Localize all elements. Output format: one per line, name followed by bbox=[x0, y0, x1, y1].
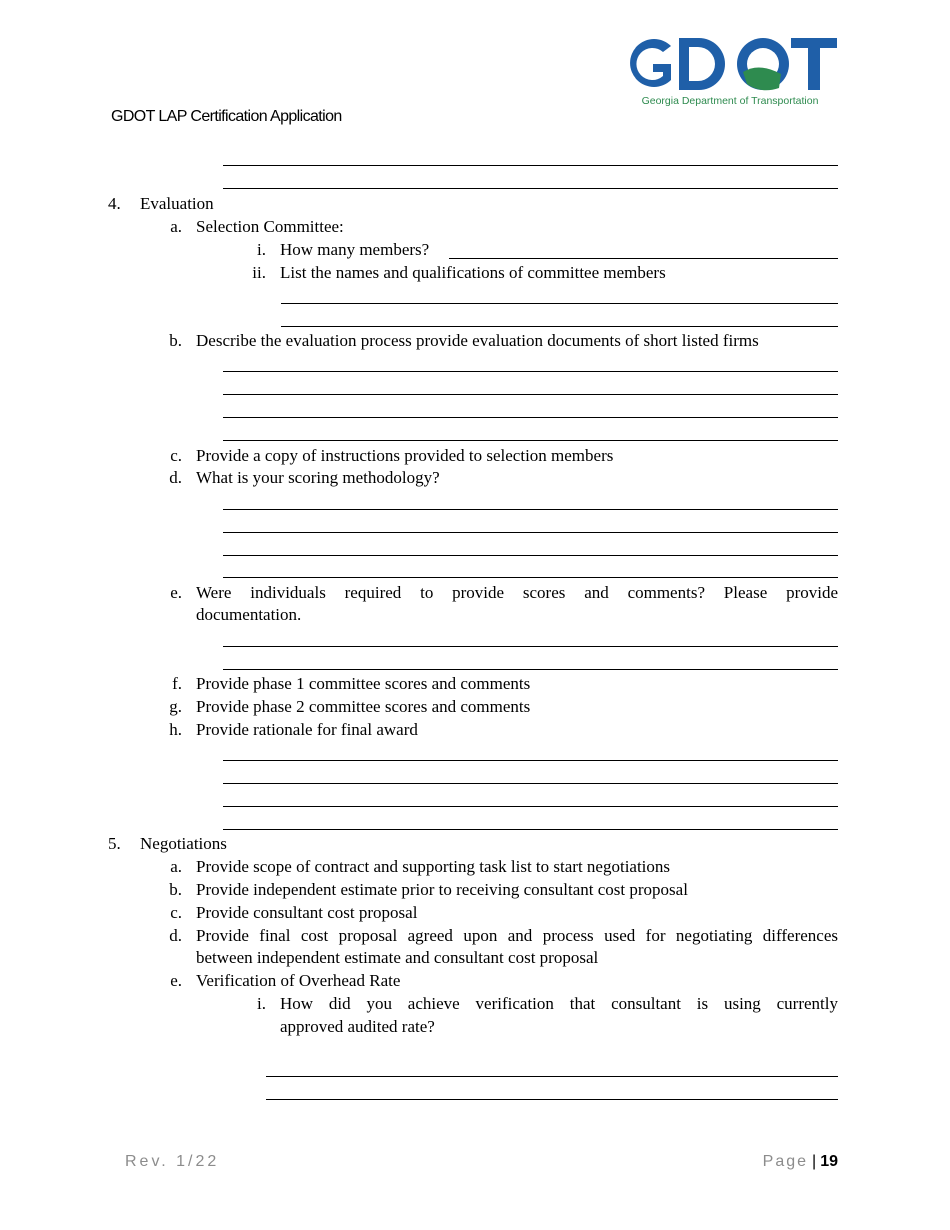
revision-label: Rev. 1/22 bbox=[125, 1153, 220, 1170]
item-text: Were individuals required to provide scores and comments? Please provide bbox=[196, 583, 838, 602]
item-marker: a. bbox=[170, 217, 182, 236]
page-label: Page bbox=[762, 1153, 809, 1170]
answer-line[interactable] bbox=[223, 440, 838, 441]
section-title: Negotiations bbox=[140, 834, 227, 853]
item-text: Provide independent estimate prior to receiving consultant cost proposal bbox=[196, 880, 688, 899]
answer-line[interactable] bbox=[223, 532, 838, 533]
item-text: What is your scoring methodology? bbox=[196, 468, 440, 487]
logo-tagline: Georgia Department of Transportation bbox=[641, 95, 819, 107]
page-indicator bbox=[763, 1153, 838, 1171]
item-marker: f. bbox=[172, 674, 182, 693]
document-title: GDOT LAP Certification Application bbox=[111, 108, 342, 125]
item-text: Provide consultant cost proposal bbox=[196, 903, 418, 922]
subitem-text: How many members? bbox=[280, 240, 430, 259]
item-marker: e. bbox=[170, 971, 182, 990]
answer-line[interactable] bbox=[223, 829, 838, 830]
answer-line bbox=[223, 188, 838, 189]
answer-line[interactable] bbox=[281, 303, 838, 304]
answer-line[interactable] bbox=[223, 371, 838, 372]
item-marker: b. bbox=[169, 331, 182, 350]
section-title: Evaluation bbox=[140, 194, 214, 213]
answer-line[interactable] bbox=[223, 669, 838, 670]
answer-line[interactable] bbox=[223, 806, 838, 807]
subitem-text: List the names and qualifications of committee members bbox=[280, 263, 666, 282]
item-text: Provide scope of contract and supporting task list to start negotiations bbox=[196, 857, 671, 876]
answer-line[interactable] bbox=[223, 646, 838, 647]
page-number: 19 bbox=[820, 1153, 838, 1170]
item-marker: e. bbox=[170, 583, 182, 602]
answer-line[interactable] bbox=[223, 417, 838, 418]
answer-line[interactable] bbox=[223, 760, 838, 761]
item-text: Provide phase 1 committee scores and comments bbox=[196, 674, 531, 693]
section-number: 5. bbox=[108, 834, 121, 853]
answer-line[interactable] bbox=[223, 394, 838, 395]
answer-line[interactable] bbox=[266, 1076, 838, 1077]
section-number: 4. bbox=[108, 194, 121, 213]
item-text: Provide phase 2 committee scores and comments bbox=[196, 697, 531, 716]
item-text-continuation: documentation. bbox=[196, 605, 302, 624]
item-text: Selection Committee: bbox=[196, 217, 344, 236]
item-text: Provide final cost proposal agreed upon and process used for negotiating differences bbox=[196, 926, 838, 945]
item-marker: b. bbox=[169, 880, 182, 899]
subitem-marker: i. bbox=[257, 994, 266, 1013]
item-marker: a. bbox=[170, 857, 182, 876]
item-marker: d. bbox=[169, 468, 182, 487]
subitem-text-continuation: approved audited rate? bbox=[280, 1017, 435, 1036]
answer-line[interactable] bbox=[223, 509, 838, 510]
item-marker: g. bbox=[169, 697, 182, 716]
item-text: Describe the evaluation process provide evaluation documents of short listed firms bbox=[196, 331, 759, 350]
subitem-text: How did you achieve verification that consultant is using currently bbox=[280, 994, 838, 1013]
item-text: Provide a copy of instructions provided to selection members bbox=[196, 446, 614, 465]
item-marker: c. bbox=[170, 903, 182, 922]
item-marker: d. bbox=[169, 926, 182, 945]
subitem-marker: i. bbox=[257, 240, 266, 259]
answer-line[interactable] bbox=[266, 1099, 838, 1100]
answer-line[interactable] bbox=[223, 577, 838, 578]
item-text: Verification of Overhead Rate bbox=[196, 971, 401, 990]
members-count-line[interactable] bbox=[449, 258, 838, 259]
item-text-continuation: between independent estimate and consultant cost proposal bbox=[196, 948, 599, 967]
item-text: Provide rationale for final award bbox=[196, 720, 418, 739]
item-marker: c. bbox=[170, 446, 182, 465]
subitem-marker: ii. bbox=[252, 263, 266, 282]
gdot-logo-mark bbox=[619, 32, 841, 96]
answer-line[interactable] bbox=[223, 555, 838, 556]
item-marker: h. bbox=[169, 720, 182, 739]
page-separator: | bbox=[812, 1153, 817, 1170]
gdot-logo bbox=[619, 32, 841, 112]
answer-line bbox=[223, 165, 838, 166]
answer-line[interactable] bbox=[223, 783, 838, 784]
answer-line[interactable] bbox=[281, 326, 838, 327]
